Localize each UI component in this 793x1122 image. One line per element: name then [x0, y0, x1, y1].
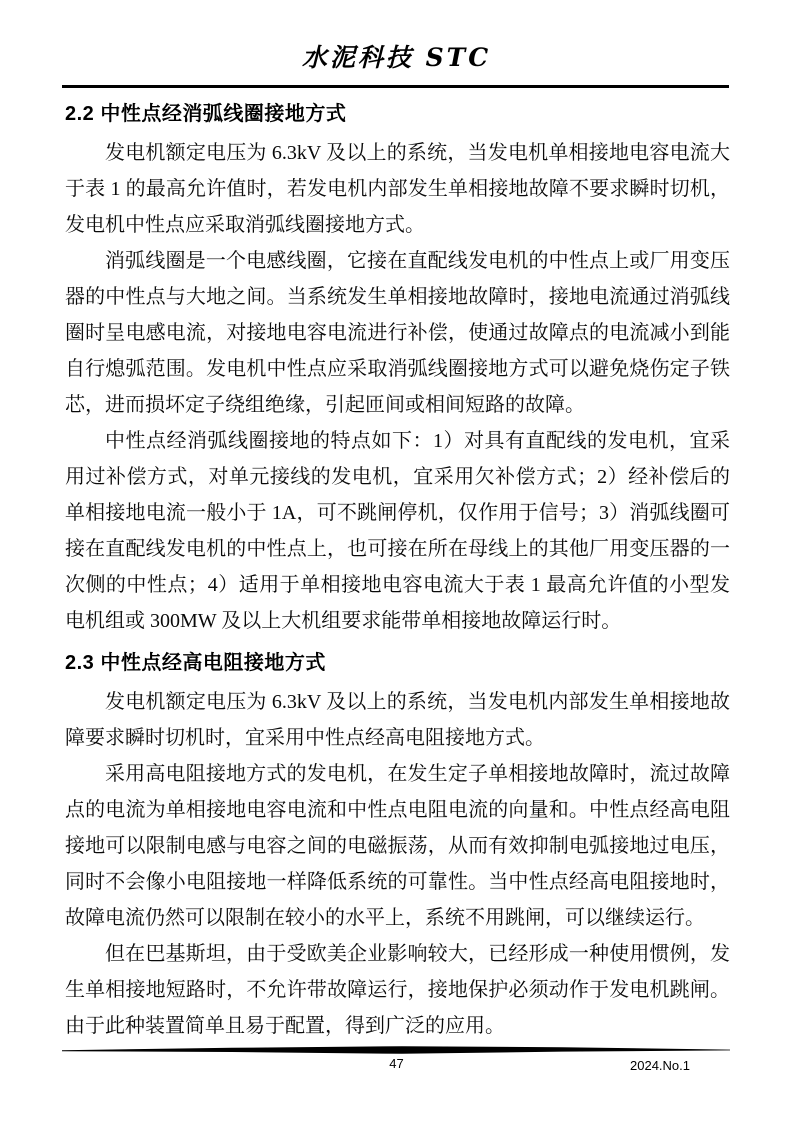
paragraph: 中性点经消弧线圈接地的特点如下：1）对具有直配线的发电机，宜采用过补偿方式，对单元接线的发电机，宜采用欠补偿方式；2）经补偿后的单相接地电流一般小于 1A，可不跳闸停机，仅作用于信号；3）消弧线圈可接在直配线发电机的中性点上，也可接在所在母线上的其他厂用变压器的一次侧的中性点；4）适用于单相接地电容电流大于表 1 最高允许值的小型发电机组或 300MW 及以上大机组要求能带单相接地故障运行时。 — [65, 430, 730, 632]
page-number: 47 — [389, 1056, 404, 1071]
paragraph: 消弧线圈是一个电感线圈，它接在直配线发电机的中性点上或厂用变压器的中性点与大地之间。当系统发生单相接地故障时，接地电流通过消弧线圈时呈电感电流，对接地电容电流进行补偿，使通过故障点的电流减小到能自行熄弧范围。发电机中性点应采取消弧线圈接地方式可以避免烧伤定子铁芯，进而损坏定子绕组绝缘，引起匝间或相间短路的故障。 — [65, 250, 730, 416]
header-rule — [62, 85, 729, 88]
article-body — [65, 93, 730, 1044]
footer-rule — [62, 1046, 730, 1054]
paragraph: 但在巴基斯坦，由于受欧美企业影响较大，已经形成一种使用惯例，发生单相接地短路时，不允许带故障运行，接地保护必须动作于发电机跳闸。由于此种装置简单且易于配置，得到广泛的应用。 — [65, 943, 730, 1037]
paragraph: 发电机额定电压为 6.3kV 及以上的系统，当发电机内部发生单相接地故障要求瞬时切机时，宜采用中性点经高电阻接地方式。 — [65, 691, 730, 749]
journal-title: 水泥科技 STC — [301, 43, 492, 72]
paragraph: 采用高电阻接地方式的发电机，在发生定子单相接地故障时，流过故障点的电流为单相接地电容电流和中性点电阻电流的向量和。中性点经高电阻接地可以限制电感与电容之间的电磁振荡，从而有效抑制电弧接地过电压，同时不会像小电阻接地一样降低系统的可靠性。当中性点经高电阻接地时，故障电流仍然可以限制在较小的水平上，系统不用跳闸，可以继续运行。 — [65, 763, 730, 929]
section-heading-2-2: 2.2 中性点经消弧线圈接地方式 — [65, 103, 347, 125]
section-heading-2-3: 2.3 中性点经高电阻接地方式 — [65, 652, 326, 674]
paragraph: 发电机额定电压为 6.3kV 及以上的系统，当发电机单相接地电容电流大于表 1 的最高允许值时，若发电机内部发生单相接地故障不要求瞬时切机，发电机中性点应采取消弧线圈接地方式。 — [65, 142, 730, 236]
issue-label: 2024.No.1 — [630, 1058, 690, 1073]
